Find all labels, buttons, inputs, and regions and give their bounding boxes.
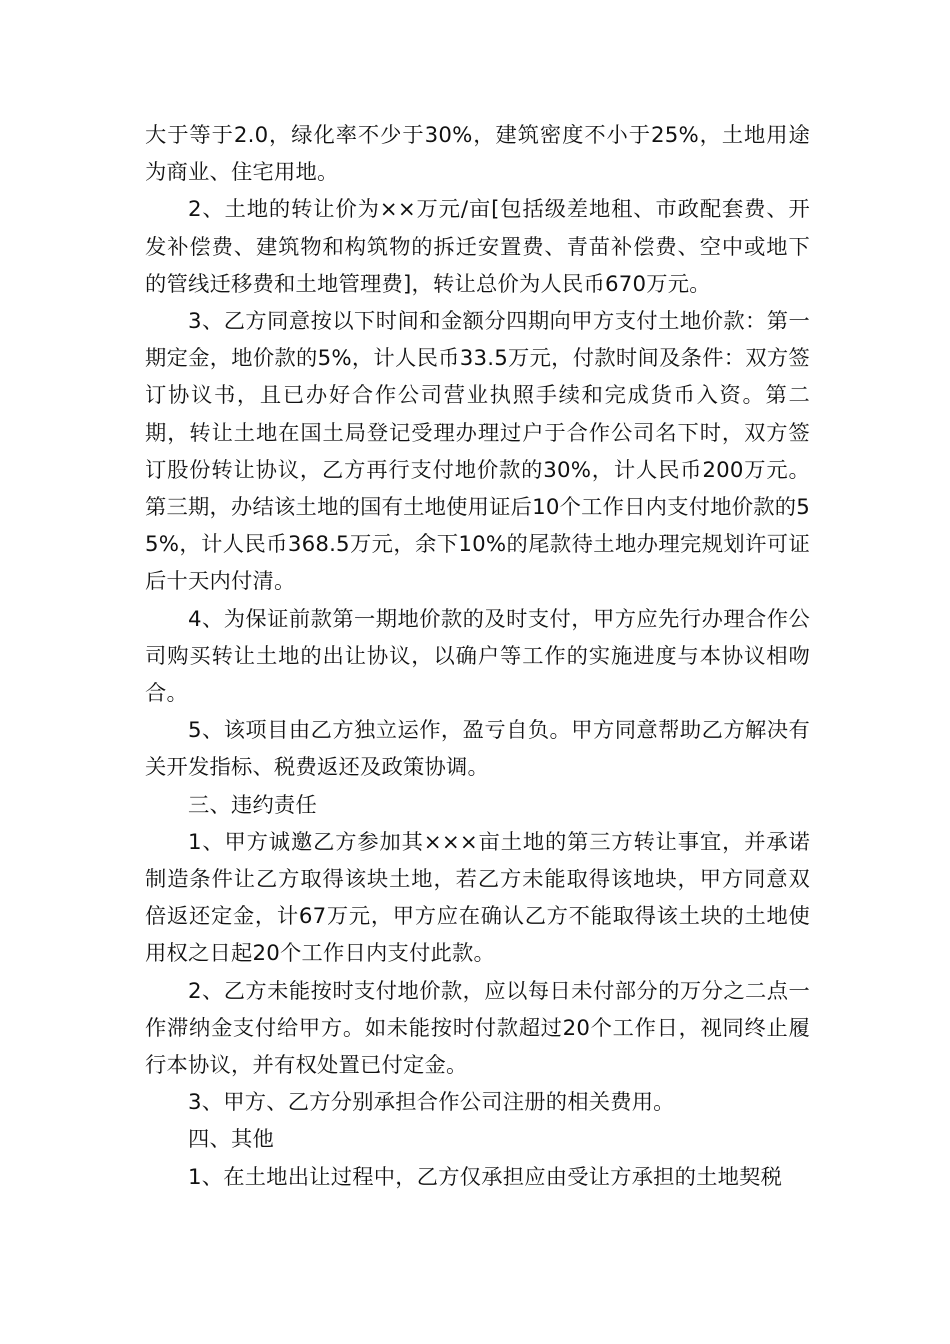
document-page <box>145 117 810 1196</box>
paragraph-9: 3、甲方、乙方分别承担合作公司注册的相关费用。 <box>188 1090 675 1116</box>
paragraph-8: 2、乙方未能按时支付地价款，应以每日未付部分的万分之二点一作滞纳金支付给甲方。如未能按时付款超过20个工作日，视同终止履行本协议，并有权处置已付定金。 <box>145 978 810 1079</box>
paragraph-4: 4、为保证前款第一期地价款的及时支付，甲方应先行办理合作公司购买转让土地的出让协议，以确户等工作的实施进度与本协议相吻合。 <box>145 606 810 707</box>
paragraph-2: 2、土地的转让价为××万元/亩[包括级差地租、市政配套费、开发补偿费、建筑物和构筑物的拆迁安置费、青苗补偿费、空中或地下的管线迁移费和土地管理费]，转让总价为人民币670万元。 <box>145 197 810 297</box>
paragraph-5: 5、该项目由乙方独立运作，盈亏自负。甲方同意帮助乙方解决有关开发指标、税费返还及政策协调。 <box>145 718 810 781</box>
section-heading-other: 四、其他 <box>188 1127 274 1153</box>
paragraph-3: 3、乙方同意按以下时间和金额分四期向甲方支付土地价款：第一期定金，地价款的5%，计人民币33.5万元，付款时间及条件：双方签订协议书，且已办好合作公司营业执照手续和完成货币入资。第二期，转让土地在国土局登记受理办理过户于合作公司名下时，双方签订股份转让协议，乙方再行支付地价款的30%，计人民币200万元。第三期，办结该土地的国有土地使用证后10个工作日内支付地价款的55%，计人民币368.5万元，余下10%的尾款待土地办理完规划许可证后十天内付清。 <box>145 309 810 595</box>
paragraph-11: 1、在土地出让过程中，乙方仅承担应由受让方承担的土地契税 <box>188 1164 783 1190</box>
paragraph-7: 1、甲方诚邀乙方参加其×××亩土地的第三方转让事宜，并承诺制造条件让乙方取得该块土地，若乙方未能取得该地块，甲方同意双倍返还定金，计67万元，甲方应在确认乙方不能取得该土块的土地使用权之日起20个工作日内支付此款。 <box>145 829 810 967</box>
paragraph-1: 大于等于2.0，绿化率不少于30%，建筑密度不小于25%，土地用途为商业、住宅用地。 <box>145 123 810 186</box>
section-heading-breach: 三、违约责任 <box>188 792 317 818</box>
